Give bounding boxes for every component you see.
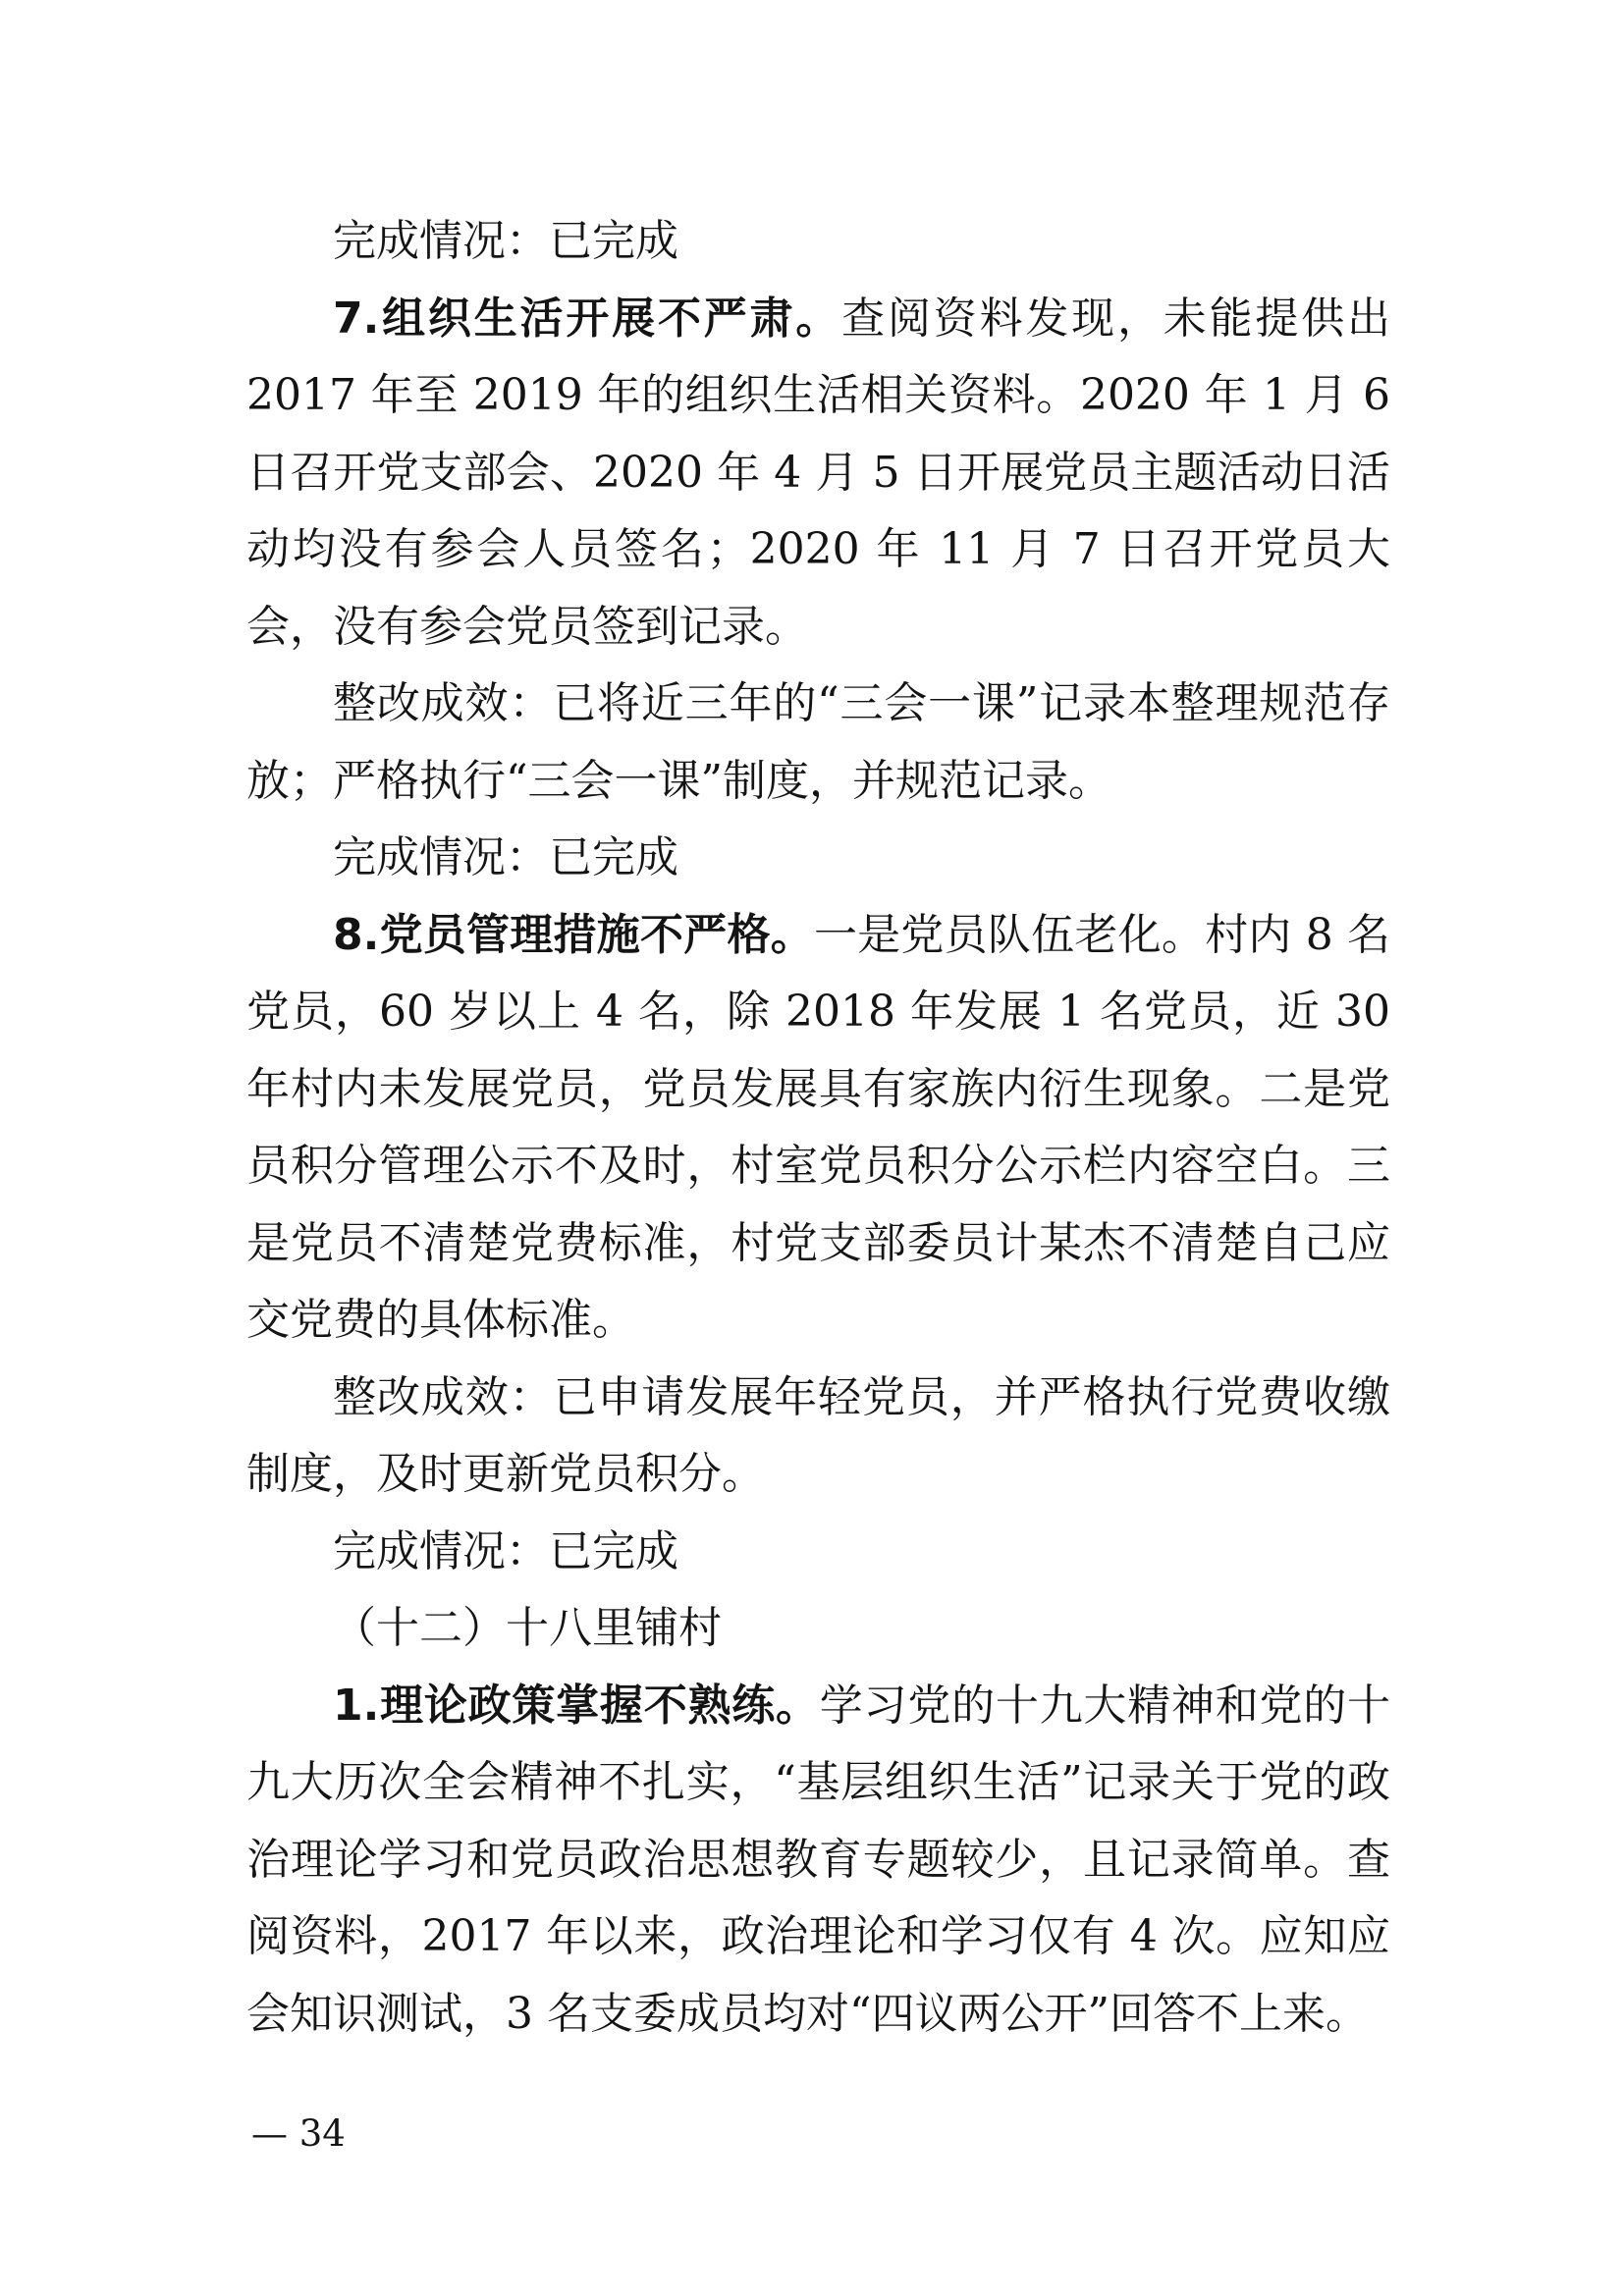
paragraph-text: 整改成效：已将近三年的“三会一课”记录本整理规范存放；严格执行“三会一课”制度，并规范记录。: [246, 678, 1390, 806]
issue-body: 学习党的十九大精神和党的十九大历次全会精神不扎实，“基层组织生活”记录关于党的政治理论学习和党员政治思想教育专题较少，且记录简单。查阅资料，2017 年以来，政治理论和学习仅有 4 次。应知应会知识测试，3 名支委成员均对“四议两公开”回答不上来。: [246, 1680, 1390, 2039]
completion-status: [246, 820, 1390, 897]
issue-paragraph: [246, 1668, 1390, 2054]
rectification-result: [246, 666, 1390, 820]
completion-status: [246, 203, 1390, 281]
issue-heading: 8.党员管理措施不严格。: [333, 909, 814, 960]
section-title: （十二）十八里铺村: [333, 1603, 722, 1653]
issue-heading: 7.组织生活开展不严肃。: [333, 293, 842, 344]
paragraph-text: 整改成效：已申请发展年轻党员，并严格执行党费收缴制度，及时更新党员积分。: [246, 1371, 1390, 1499]
paragraph-text: 完成情况：已完成: [333, 216, 678, 266]
document-body: [246, 203, 1390, 2053]
page-number: — 34: [251, 2112, 346, 2155]
issue-paragraph: [246, 281, 1390, 667]
paragraph-text: 完成情况：已完成: [333, 1525, 678, 1576]
section-heading: [246, 1590, 1390, 1668]
paragraph-text: 完成情况：已完成: [333, 832, 678, 882]
completion-status: [246, 1514, 1390, 1591]
issue-body: 一是党员队伍老化。村内 8 名党员，60 岁以上 4 名，除 2018 年发展 1 名党员，近 30 年村内未发展党员，党员发展具有家族内衍生现象。二是党员积分管理公示不及时，村室党员积分公示栏内容空白。三是党员不清楚党费标准，村党支部委员计某杰不清楚自己应交党费的具体标准。: [246, 909, 1390, 1345]
rectification-result: [246, 1360, 1390, 1514]
issue-heading: 1.理论政策掌握不熟练。: [333, 1680, 820, 1731]
issue-paragraph: [246, 897, 1390, 1360]
issue-body: 查阅资料发现，未能提供出 2017 年至 2019 年的组织生活相关资料。2020 年 1 月 6 日召开党支部会、2020 年 4 月 5 日开展党员主题活动日活动均没有参会人员签名；2020 年 11 月 7 日召开党员大会，没有参会党员签到记录。: [246, 293, 1390, 652]
